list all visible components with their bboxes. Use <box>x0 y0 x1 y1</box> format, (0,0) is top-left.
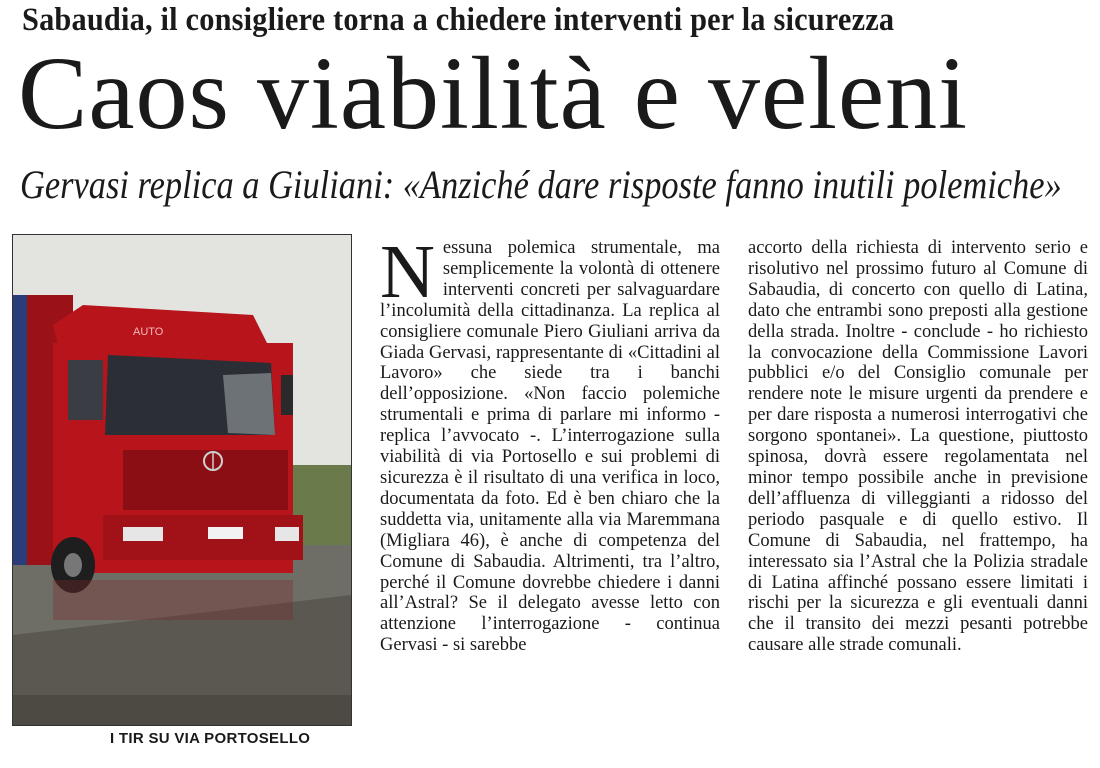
article-headline: Caos viabilità e veleni <box>18 36 969 151</box>
truck-photo-illustration <box>13 235 351 725</box>
article-column-2 <box>748 238 1088 656</box>
drop-cap: N <box>380 230 435 314</box>
article-body-part-1: essuna polemica strumentale, ma semplicemente la volontà di ottenere interventi concreti per salvaguardare l’incolumità della cittadinanza. La replica al consigliere comunale Piero Giuliani arriva da Giada Gervasi, rappresentante di «Cittadini al Lavoro» che siede tra i banchi dell’opposizione. «Non faccio polemiche strumentali e prima di parlare mi informo - replica l’avvocato -. L’interrogazione sulla viabilità di via Portosello e sui problemi di sicurezza è il risultato di una verifica in loco, documentata da foto. Ed è ben chiaro che la suddetta via, unitamente alla via Maremmana (Migliara 46), è anche di competenza del Comune di Sabaudia. Altrimenti, tra l’altro, perché il Comune dovrebbe chiedere i danni all’Astral? Se il delegato avesse letto con attenzione l’interrogazione - continua Gervasi - si sarebbe <box>380 238 720 656</box>
article-photo <box>12 234 352 726</box>
article-column-1 <box>380 230 720 656</box>
svg-text:AUTO: AUTO <box>133 326 164 338</box>
article-subheadline: Gervasi replica a Giuliani: «Anziché dare risposte fanno inutili polemiche» <box>20 162 1062 207</box>
article-body-part-2: accorto della richiesta di intervento serio e risolutivo nel prossimo futuro al Comune di Sabaudia, di concerto con quello di Latina, dato che entrambi sono preposti alla gestione della strada. Inoltre - conclude - ho richiesto la convocazione della Commissione Lavori pubblici e/o del Consiglio comunale per rendere note le misure urgenti da prendere e per dare risposta a numerosi interrogativi che sorgono spontanei». La questione, piuttosto spinosa, dovrà essere regolamentata nel minor tempo possibile anche in previsione dell’affluenza di villeggianti a ridosso del periodo pasquale e di quello estivo. Il Comune di Sabaudia, nel frattempo, ha interessato sia l’Astral che la Polizia stradale di Latina affinché possano essere limitati i rischi per la sicurezza e gli eventuali danni che il transito dei mezzi pesanti potrebbe causare alle strade comunali. <box>748 238 1088 656</box>
photo-caption: I TIR SU VIA PORTOSELLO <box>110 730 311 747</box>
article-kicker: Sabaudia, il consigliere torna a chiedere interventi per la sicurezza <box>22 2 895 38</box>
